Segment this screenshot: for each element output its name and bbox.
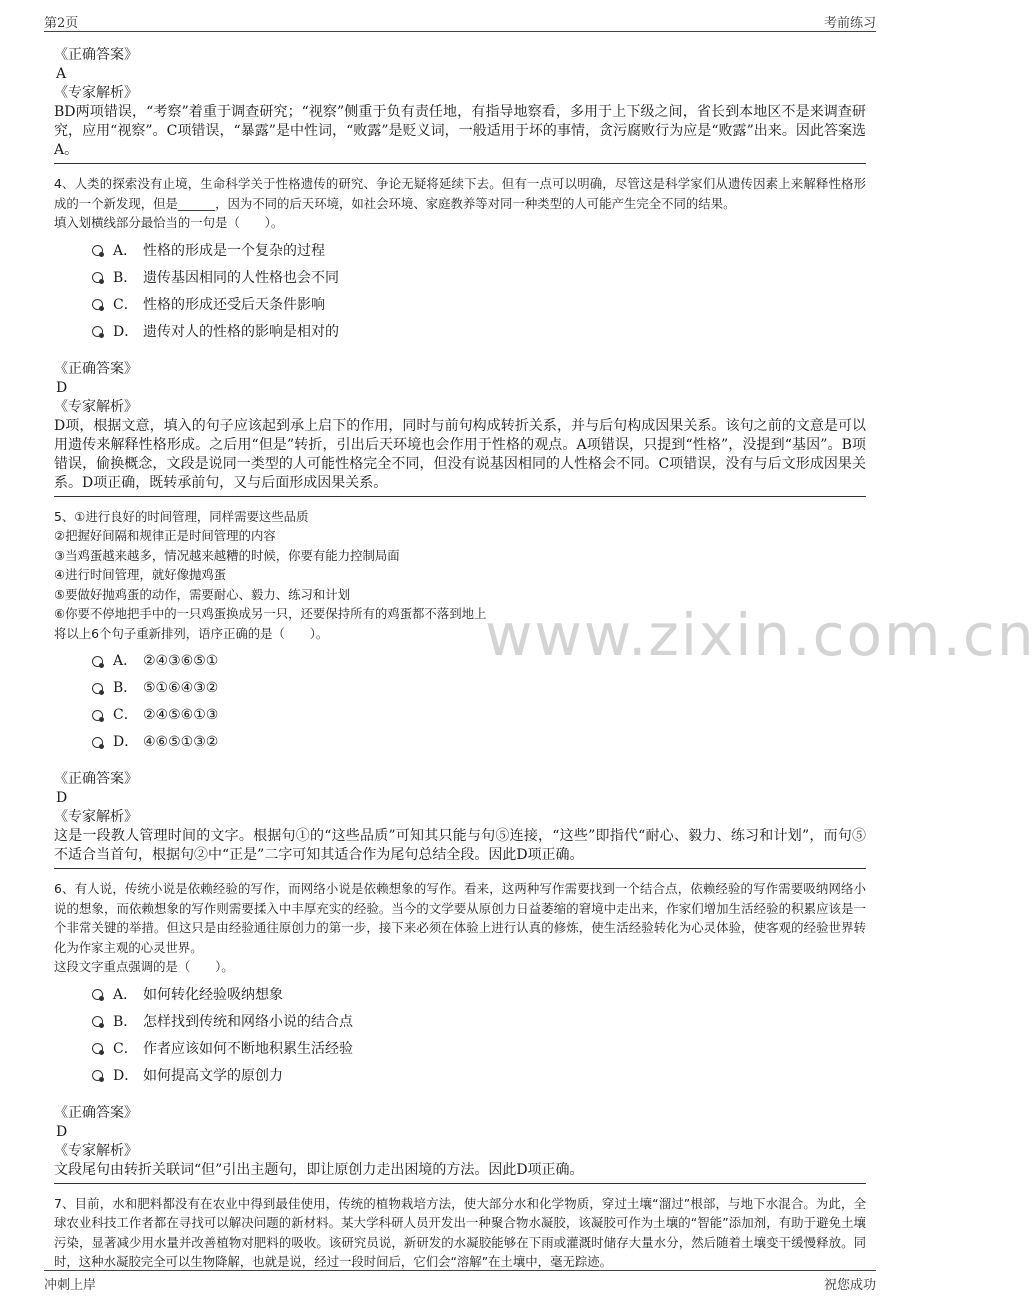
- options-6: [92, 982, 866, 1090]
- option-a[interactable]: A． ②④③⑥⑤①: [92, 648, 866, 675]
- sentence-4: ④进行时间管理，就好像抛鸡蛋: [54, 567, 227, 582]
- footer-right-text: 祝您成功: [823, 1278, 876, 1293]
- answer-label: 《正确答案》: [54, 771, 138, 787]
- analysis-label: 《专家解析》: [54, 398, 138, 415]
- radio-icon[interactable]: [92, 1016, 103, 1027]
- options-4: [92, 238, 866, 346]
- option-text: ④⑥⑤①③②: [143, 734, 219, 750]
- analysis-label: 《专家解析》: [54, 85, 138, 101]
- option-text: 怎样找到传统和网络小说的结合点: [143, 1013, 353, 1030]
- answer-value: D: [56, 790, 68, 806]
- radio-icon[interactable]: [92, 1043, 103, 1054]
- radio-icon[interactable]: [92, 737, 103, 748]
- option-text: 如何提高文学的原创力: [143, 1067, 283, 1084]
- analysis-text: D项，根据文意，填入的句子应该起到承上启下的作用，同时与前句构成转折关系，并与后句构成因果关系。该句之前的文意是可以用遗传来解释性格形成。之后用“但是”转折，引出后天环境也会作用于性格的观点。A项错误，只提到“性格”，没提到“基因”。B项错误，偷换概念，文段是说同一类型的人可能性格完全不同，但没有说基因相同的人性格会不同。C项错误，没有与后文形成因果关系。D项正确，既转承前句，又与后面形成因果关系。: [54, 417, 866, 497]
- question-stem: 4、人类的探索没有止境，生命科学关于性格遗传的研究、争论无疑将延续下去。但有一点可以明确，尽管这是科学家们从遗传因素上来解释性格形成的一个新发现，但是______，因为不同的后天环境，如社会环境、家庭教养等对同一种类型的人可能产生完全不同的结果。: [54, 176, 866, 211]
- option-b[interactable]: B． ⑤①⑥④③②: [92, 675, 866, 702]
- radio-icon[interactable]: [92, 656, 103, 667]
- question-prompt: 这段文字重点强调的是（ ）。: [54, 959, 234, 974]
- analysis-label: 《专家解析》: [54, 809, 138, 825]
- analysis-text: 文段尾句由转折关联词“但”引出主题句，即让原创力走出困境的方法。因此D项正确。: [54, 1161, 866, 1184]
- option-b[interactable]: B． 遗传基因相同的人性格也会不同: [92, 265, 866, 292]
- analysis-label: 《专家解析》: [54, 1142, 138, 1159]
- radio-icon[interactable]: [92, 299, 103, 310]
- options-5: [92, 648, 866, 756]
- option-text: 性格的形成还受后天条件影响: [143, 296, 325, 313]
- footer-left-text: 冲刺上岸: [44, 1278, 97, 1293]
- option-d[interactable]: D． 如何提高文学的原创力: [92, 1063, 866, 1090]
- radio-icon[interactable]: [92, 710, 103, 721]
- sentence-6: ⑥你要不停地把手中的一只鸡蛋换成另一只，还要保持所有的鸡蛋都不落到地上: [54, 606, 487, 621]
- question-5: [54, 507, 866, 644]
- option-b[interactable]: B． 怎样找到传统和网络小说的结合点: [92, 1009, 866, 1036]
- answer-label: 《正确答案》: [54, 360, 138, 377]
- option-text: 遗传基因相同的人性格也会不同: [143, 269, 339, 286]
- option-a[interactable]: A． 如何转化经验吸纳想象: [92, 982, 866, 1009]
- option-text: 性格的形成是一个复杂的过程: [143, 242, 325, 259]
- option-c[interactable]: C． 性格的形成还受后天条件影响: [92, 292, 866, 319]
- option-text: ⑤①⑥④③②: [143, 680, 219, 696]
- option-c[interactable]: C． ②④⑤⑥①③: [92, 702, 866, 729]
- radio-icon[interactable]: [92, 326, 103, 337]
- option-d[interactable]: D． ④⑥⑤①③②: [92, 729, 866, 756]
- question-7: [54, 1194, 866, 1272]
- option-text: 作者应该如何不断地积累生活经验: [143, 1040, 353, 1057]
- page-header: [44, 12, 876, 32]
- option-text: 遗传对人的性格的影响是相对的: [143, 323, 339, 340]
- answer-block-5: [54, 770, 866, 869]
- page-footer: [44, 1270, 876, 1291]
- page-number: 第2页: [44, 16, 79, 31]
- watermark: www.zixin.com.cn: [485, 601, 1036, 669]
- sentence-5: ⑤要做好抛鸡蛋的动作，需要耐心、毅力、练习和计划: [54, 586, 351, 602]
- question-prompt: 将以上6个句子重新排列，语序正确的是（ ）。: [54, 625, 329, 641]
- radio-icon[interactable]: [92, 1070, 103, 1081]
- sentence-2: ②把握好间隔和规律正是时间管理的内容: [54, 528, 276, 543]
- option-d[interactable]: D． 遗传对人的性格的影响是相对的: [92, 319, 866, 346]
- answer-label: 《正确答案》: [54, 47, 138, 63]
- sentence-1: 5、①进行良好的时间管理，同样需要这些品质: [54, 508, 309, 524]
- header-title: 考前练习: [823, 16, 876, 31]
- question-6: [54, 879, 866, 977]
- answer-block-4: [54, 360, 866, 497]
- option-text: ②④⑤⑥①③: [143, 707, 219, 723]
- answer-value: A: [56, 66, 67, 82]
- question-4: [54, 174, 866, 233]
- option-a[interactable]: A． 性格的形成是一个复杂的过程: [92, 238, 866, 265]
- sentence-3: ③当鸡蛋越来越多，情况越来越糟的时候，你要有能力控制局面: [54, 547, 400, 563]
- answer-value: D: [56, 1123, 68, 1140]
- question-prompt: 填入划横线部分最恰当的一句是（ ）。: [54, 215, 284, 230]
- radio-icon[interactable]: [92, 683, 103, 694]
- document-body: [54, 46, 866, 1272]
- radio-icon[interactable]: [92, 272, 103, 283]
- radio-icon[interactable]: [92, 989, 103, 1000]
- option-c[interactable]: C． 作者应该如何不断地积累生活经验: [92, 1036, 866, 1063]
- answer-value: D: [56, 379, 68, 396]
- answer-label: 《正确答案》: [54, 1104, 138, 1121]
- analysis-text: 这是一段教人管理时间的文字。根据句①的“这些品质”可知其只能与句⑤连接，“这些”即指代“耐心、毅力、练习和计划”，而句⑤不适合当首句，根据句②中“正是”二字可知其适合作为尾句总结全段。因此D项正确。: [54, 827, 866, 869]
- radio-icon[interactable]: [92, 245, 103, 256]
- analysis-text: BD两项错误，“考察”着重于调查研究；“视察”侧重于负有责任地，有指导地察看，多用于上下级之间，省长到本地区不是来调查研究，应用“视察”。C项错误，“暴露”是中性词，“败露”是贬义词，一般适用于坏的事情，贪污腐败行为应是“败露”出来。因此答案选A。: [54, 103, 866, 164]
- option-text: 如何转化经验吸纳想象: [143, 986, 283, 1003]
- question-stem: 6、有人说，传统小说是依赖经验的写作，而网络小说是依赖想象的写作。看来，这两种写作需要找到一个结合点，依赖经验的写作需要吸纳网络小说的想象，而依赖想象的写作则需要揉入中丰厚充实的经验。当今的文学要从原创力日益萎缩的窘境中走出来，作家们增加生活经验的积累应该是一个非常关键的举措。但这只是由经验通往原创力的第一步，接下来必须在体验上进行认真的修炼，使生活经验转化为心灵体验，使客观的经验世界转化为作家主观的心灵世界。: [54, 881, 866, 955]
- option-text: ②④③⑥⑤①: [143, 653, 219, 669]
- answer-block-3: [54, 46, 866, 164]
- answer-block-6: [54, 1104, 866, 1184]
- question-stem: 7、目前，水和肥料都没有在农业中得到最佳使用，传统的植物栽培方法，使大部分水和化学物质，穿过土壤“溜过”根部，与地下水混合。为此，全球农业科技工作者都在寻找可以解决问题的新材料。某大学科研人员开发出一种聚合物水凝胶，该凝胶可作为土壤的“智能”添加剂，有助于避免土壤污染，显著减少用水量并改善植物对肥料的吸收。该研究员说，新研发的水凝胶能够在下雨或灌溉时储存大量水分，然后随着土壤变干缓慢释放。同时，这种水凝胶完全可以生物降解，也就是说，经过一段时间后，它们会“溶解”在土壤中，毫无踪迹。: [54, 1195, 866, 1269]
